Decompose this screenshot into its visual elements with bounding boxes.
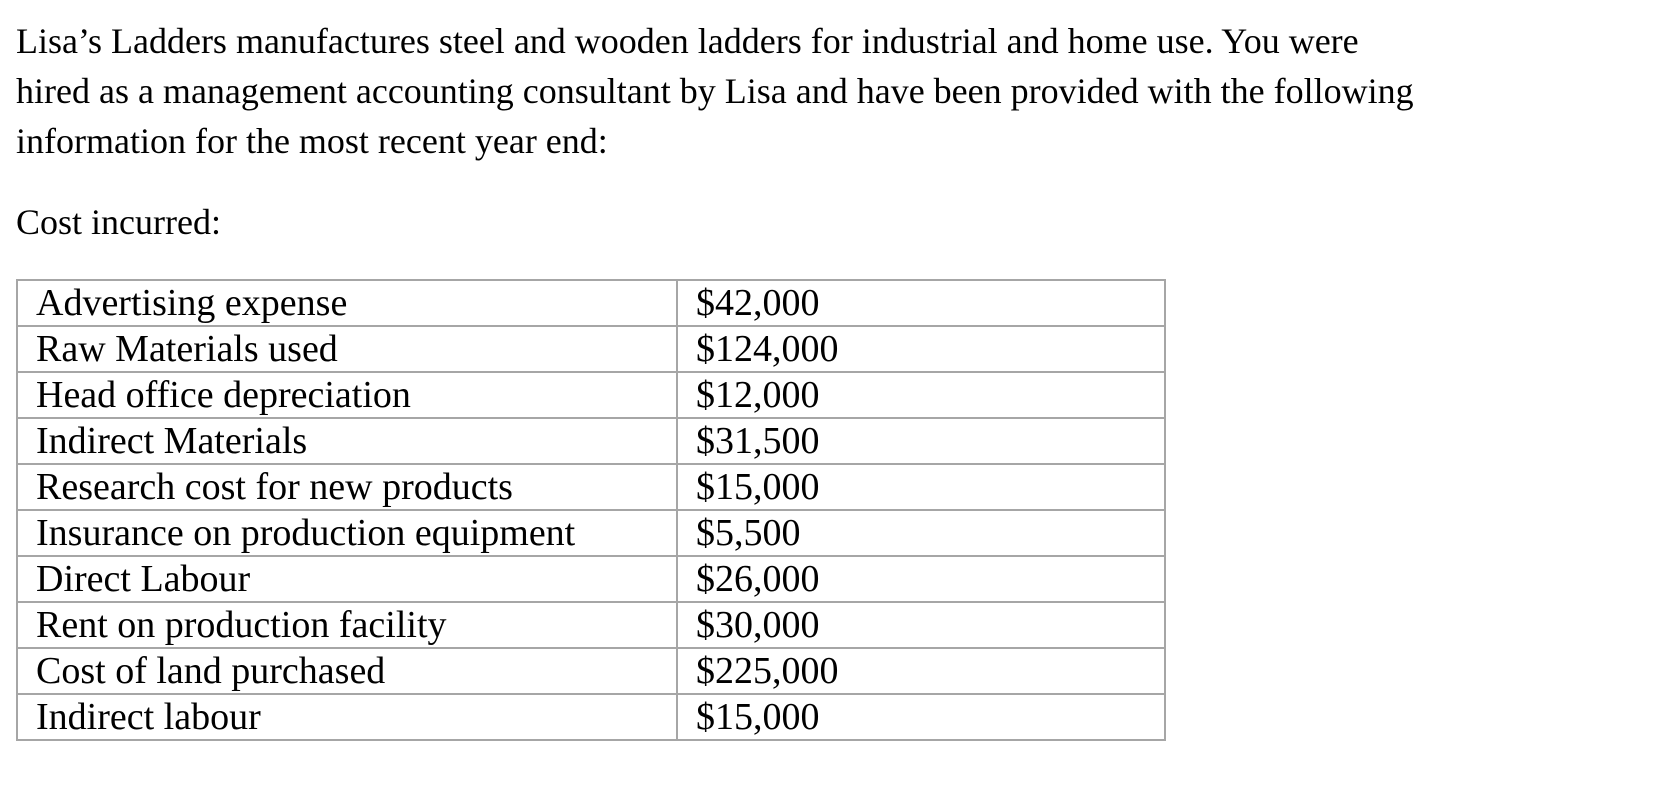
table-row xyxy=(17,418,1165,464)
cost-incurred-heading: Cost incurred: xyxy=(16,202,221,242)
cost-item-label: Advertising expense xyxy=(17,280,677,326)
intro-paragraph xyxy=(16,16,1656,166)
cost-item-label: Head office depreciation xyxy=(17,372,677,418)
table-row xyxy=(17,326,1165,372)
table-row xyxy=(17,602,1165,648)
cost-amount: $5,500 xyxy=(677,510,1165,556)
cost-amount: $31,500 xyxy=(677,418,1165,464)
cost-amount: $15,000 xyxy=(677,694,1165,740)
cost-item-label: Research cost for new products xyxy=(17,464,677,510)
table-row xyxy=(17,648,1165,694)
cost-amount: $12,000 xyxy=(677,372,1165,418)
intro-line: hired as a management accounting consultant by Lisa and have been provided with the following xyxy=(16,71,1414,111)
cost-amount: $26,000 xyxy=(677,556,1165,602)
table-row xyxy=(17,510,1165,556)
table-row xyxy=(17,556,1165,602)
cost-item-label: Rent on production facility xyxy=(17,602,677,648)
table-row xyxy=(17,372,1165,418)
intro-line: Lisa’s Ladders manufactures steel and wooden ladders for industrial and home use. You were xyxy=(16,21,1359,61)
cost-amount: $15,000 xyxy=(677,464,1165,510)
intro-line: information for the most recent year end: xyxy=(16,121,608,161)
cost-amount: $42,000 xyxy=(677,280,1165,326)
cost-item-label: Raw Materials used xyxy=(17,326,677,372)
cost-amount: $124,000 xyxy=(677,326,1165,372)
table-row xyxy=(17,694,1165,740)
cost-amount: $30,000 xyxy=(677,602,1165,648)
cost-item-label: Cost of land purchased xyxy=(17,648,677,694)
cost-table xyxy=(16,279,1166,741)
table-row xyxy=(17,464,1165,510)
cost-item-label: Insurance on production equipment xyxy=(17,510,677,556)
cost-item-label: Indirect labour xyxy=(17,694,677,740)
cost-item-label: Direct Labour xyxy=(17,556,677,602)
table-row xyxy=(17,280,1165,326)
cost-amount: $225,000 xyxy=(677,648,1165,694)
cost-item-label: Indirect Materials xyxy=(17,418,677,464)
